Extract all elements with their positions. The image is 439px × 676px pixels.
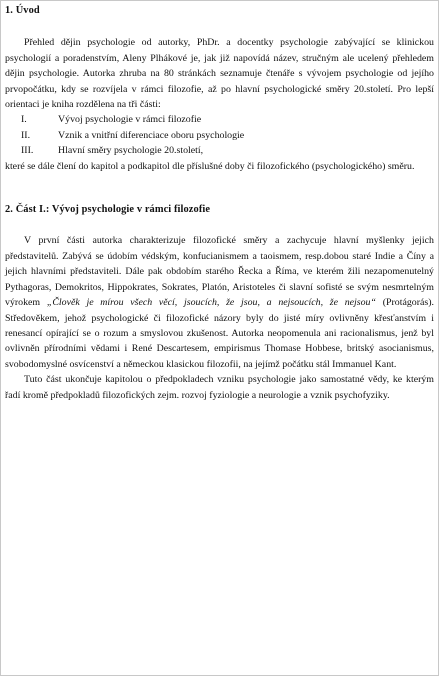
list-item: II. Vznik a vnitřní diferenciace oboru psychologie (21, 129, 245, 141)
paragraph-part1-philosophy: V první části autorka charakterizuje filozofické směry a zachycuje hlavní myšlenky jejich představitelů. Zabývá se údobím védským, konfucianismem a taoismem, resp.dobou staré Indie a Číny a jejich hlavními představiteli. Dále pak obdobím starého Řecka a Říma, ve kterém žili nezapomenutelný Pythagoras, Demokritos, Hippokrates, Sokrates, Platón, Aristoteles či slavní sofisté se svým nesmrtelným výrokem „Člověk je mírou všech věcí, jsoucích, že jsou, a nejsoucích, že nejsou“ (Protágorás). Středověkem, jehož psychologické či filozofické názory byly do jisté míry ovlivněny křesťanstvím i renesancí opírající se o rozum a smyslovou zkušenost. Autorka neopomenula ani racionalismus, jenž byl ovlivněn přírodními vědami i René Descartesem, empirismus Thomase Hobbese, britský asocianismus, svobodomyslné osvícenství a německou klasickou filozofii, na jejímž počátku stál Immanuel Kant. (5, 235, 434, 370)
section-heading-cast-1: 2. Část I.: Vývoj psychologie v rámci filozofie (5, 204, 211, 216)
parts-list (5, 112, 434, 158)
section-heading-uvod: 1. Úvod (5, 5, 40, 16)
paragraph-intro: Přehled dějin psychologie od autorky, PhDr. a docentky psychologie zabývající se klinickou psychologií a poradenstvím, Aleny Plhákové je, jak již napovídá název, stručným ale ucelený přehledem dějin psychologie. Autorka zhruba na 80 stránkách seznamuje čtenáře s vývojem psychologie od jejího prvopočátku, kdy se rozvíjela v rámci filozofie, až po hlavní psychologické směry 20.století. Pro lepší orientaci je kniha rozdělena na tři části: (5, 37, 434, 111)
paragraph-part1-conclusion: Tuto část ukončuje kapitolou o předpokladech vzniku psychologie jako samostatné vědy, ke kterým řadí kromě předpokladů filozofických zejm. rozvoj fyziologie a neurologie a vznik psychofyziky. (5, 374, 434, 401)
quote-protagoras: „Člověk je mírou všech věcí, jsoucích, že jsou, a nejsoucích, že nejsou“ (46, 297, 376, 309)
list-item: III. Hlavní směry psychologie 20.století, (21, 145, 204, 157)
list-item: I. Vývoj psychologie v rámci filozofie (21, 114, 202, 126)
paragraph-list-continuation: které se dále člení do kapitol a podkapitol dle příslušné doby či filozofického (psychologického) směru. (5, 160, 415, 172)
